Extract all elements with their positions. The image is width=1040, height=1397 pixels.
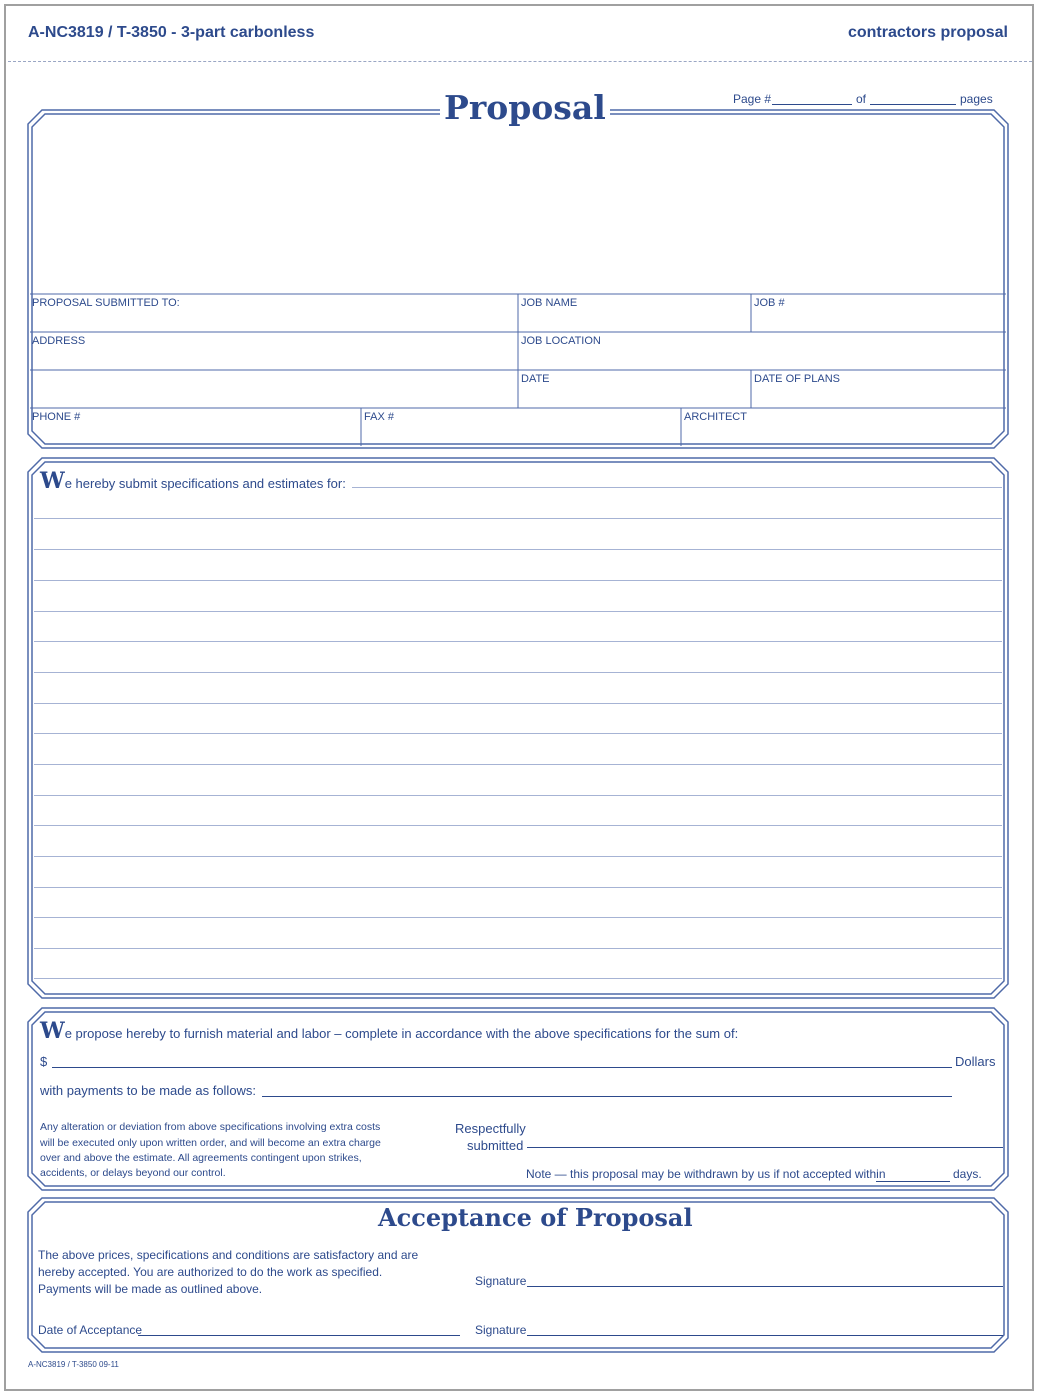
spec-line[interactable] — [34, 703, 1002, 704]
job-number-label: JOB # — [754, 297, 785, 309]
dollars-label: Dollars — [955, 1054, 996, 1069]
date-of-acceptance-field[interactable] — [138, 1335, 460, 1336]
spec-line[interactable] — [34, 887, 1002, 888]
spec-line[interactable] — [34, 948, 1002, 949]
job-location-label: JOB LOCATION — [521, 335, 601, 347]
address-label: ADDRESS — [32, 335, 86, 347]
acceptance-text-2: hereby accepted. You are authorized to do the work as specified. — [38, 1265, 383, 1279]
spec-line[interactable] — [34, 978, 1002, 979]
date-label: DATE — [521, 373, 550, 385]
disclaimer-line-2: will be executed only upon written order, and will become an extra charge — [40, 1137, 381, 1149]
terms-intro — [40, 1018, 738, 1044]
payments-field[interactable] — [262, 1096, 952, 1097]
disclaimer-line-1: Any alteration or deviation from above specifications involving extra costs — [40, 1121, 381, 1133]
pages-label: pages — [960, 92, 993, 106]
days-label: days. — [953, 1167, 982, 1181]
spec-line[interactable] — [34, 733, 1002, 734]
spec-line-first[interactable] — [352, 487, 1002, 488]
disclaimer-line-4: accidents, or delays beyond our control. — [40, 1167, 226, 1179]
submitted-by-field[interactable] — [527, 1147, 1003, 1148]
architect-label: ARCHITECT — [684, 411, 747, 423]
specifications-initial: W — [40, 468, 65, 494]
page-number-field[interactable] — [772, 104, 852, 105]
job-name-label: JOB NAME — [521, 297, 578, 309]
phone-label: PHONE # — [32, 411, 81, 423]
acceptance-text-1: The above prices, specifications and conditions are satisfactory and are — [38, 1248, 419, 1262]
sum-field[interactable] — [52, 1067, 952, 1068]
page-number-label: Page # — [733, 92, 772, 106]
specifications-text: e hereby submit specifications and estimates for: — [64, 476, 346, 491]
payments-label: with payments to be made as follows: — [40, 1083, 257, 1098]
respectfully-label: Respectfully — [455, 1121, 526, 1136]
spec-line[interactable] — [34, 825, 1002, 826]
signature-field-2[interactable] — [527, 1335, 1003, 1336]
dollar-sign: $ — [40, 1054, 48, 1069]
spec-line[interactable] — [34, 641, 1002, 642]
signature-field-1[interactable] — [527, 1286, 1003, 1287]
terms-initial: W — [40, 1018, 65, 1044]
spec-line[interactable] — [34, 611, 1002, 612]
spec-line[interactable] — [34, 764, 1002, 765]
spec-line[interactable] — [34, 580, 1002, 581]
withdrawal-note: Note — this proposal may be withdrawn by us if not accepted within — [526, 1167, 886, 1181]
spec-line[interactable] — [34, 672, 1002, 673]
product-code: A-NC3819 / T-3850 - 3-part carbonless — [28, 24, 315, 41]
submitted-label: submitted — [467, 1138, 524, 1153]
spec-line[interactable] — [34, 518, 1002, 519]
spec-line[interactable] — [34, 917, 1002, 918]
product-type: contractors proposal — [847, 24, 1008, 41]
signature-label-2: Signature — [475, 1323, 527, 1337]
acceptance-title: Acceptance of Proposal — [378, 1203, 693, 1232]
terms-text: e propose hereby to furnish material and labor – complete in accordance with the above specifications for the sum of: — [64, 1026, 739, 1041]
acceptance-text-3: Payments will be made as outlined above. — [38, 1282, 263, 1296]
days-field[interactable] — [876, 1181, 950, 1182]
signature-label-1: Signature — [475, 1274, 527, 1288]
submitted-to-label: PROPOSAL SUBMITTED TO: — [32, 297, 180, 309]
proposal-title: Proposal — [440, 88, 610, 127]
total-pages-field[interactable] — [870, 104, 956, 105]
spec-line[interactable] — [34, 795, 1002, 796]
date-of-plans-label: DATE OF PLANS — [754, 373, 840, 385]
fax-label: FAX # — [364, 411, 394, 423]
footer-code: A-NC3819 / T-3850 09-11 — [28, 1360, 119, 1369]
spec-line[interactable] — [34, 549, 1002, 550]
specifications-intro — [40, 468, 346, 494]
disclaimer-line-3: over and above the estimate. All agreements contingent upon strikes, — [40, 1152, 362, 1164]
of-label: of — [856, 92, 867, 106]
spec-line[interactable] — [34, 856, 1002, 857]
date-of-acceptance-label: Date of Acceptance — [38, 1323, 143, 1337]
